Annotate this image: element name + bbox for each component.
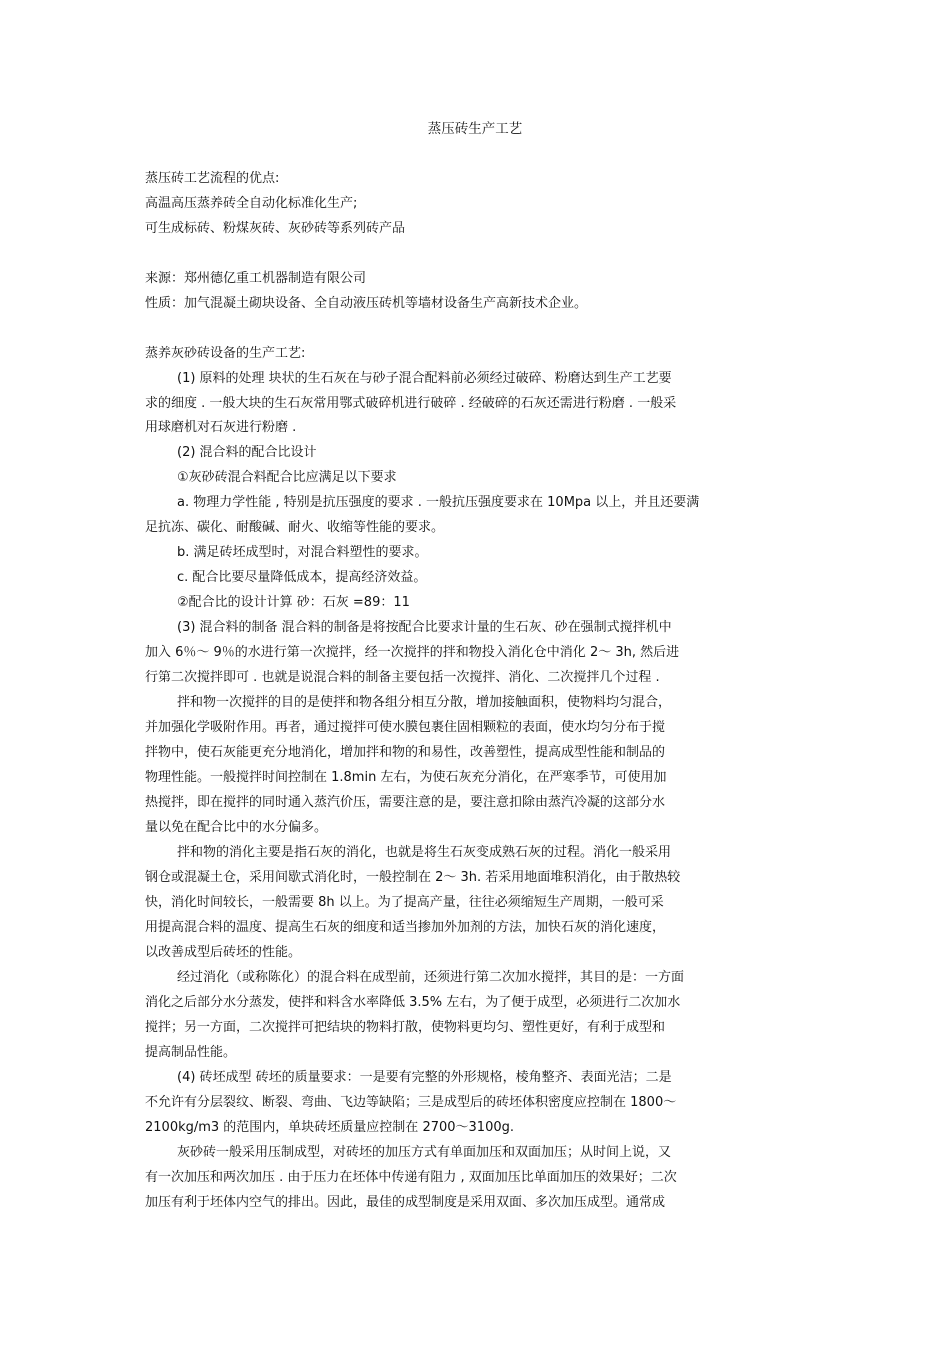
text-line: 拌和物的消化主要是指石灰的消化，也就是将生石灰变成熟石灰的过程。消化一般采用: [177, 845, 672, 860]
text-line: 快，消化时间较长，一般需要 8h 以上。为了提高产量，往往必须缩短生产周期，一般可采: [145, 895, 664, 910]
text-line: 灰砂砖一般采用压制成型，对砖坯的加压方式有单面加压和双面加压；从时间上说，又: [177, 1145, 672, 1160]
text-line: 求的细度 . 一般大块的生石灰常用鄂式破碎机进行破碎 . 经破碎的石灰还需进行粉磨 . 一般采: [145, 396, 677, 411]
text-line: 行第二次搅拌即可 . 也就是说混合料的制备主要包括一次搅拌、消化、二次搅拌几个过程 .: [145, 670, 660, 685]
text-line: 2100kg/m3 的范围内，单块砖坯质量应控制在 2700～3100g.: [145, 1120, 514, 1135]
text-line: 蒸压砖工艺流程的优点:: [145, 171, 280, 186]
text-line: (4) 砖坯成型 砖坯的质量要求：一是要有完整的外形规格，棱角整齐、表面光洁；二是: [177, 1070, 672, 1085]
text-line: 提高制品性能。: [145, 1045, 237, 1060]
text-line: 有一次加压和两次加压 . 由于压力在坯体中传递有阻力 , 双面加压比单面加压的效果好；二次: [145, 1170, 677, 1185]
text-line: 拌和物一次搅拌的目的是使拌和物各组分相互分散，增加接触面积，使物料均匀混合，: [177, 695, 672, 710]
text-line: 经过消化（或称陈化）的混合料在成型前，还须进行第二次加水搅拌，其目的是：一方面: [177, 970, 685, 985]
text-line: (3) 混合料的制备 混合料的制备是将按配合比要求计量的生石灰、砂在强制式搅拌机中: [177, 620, 672, 635]
text-line: 钢仓或混凝土仓，采用间歇式消化时，一般控制在 2～ 3h. 若采用地面堆积消化，由于散热较: [145, 870, 681, 885]
text-line: 搅拌；另一方面，二次搅拌可把结块的物料打散，使物料更均匀、塑性更好，有利于成型和: [145, 1020, 666, 1035]
section-heading: 蒸养灰砂砖设备的生产工艺:: [145, 346, 306, 361]
text-line: 加入 6％～ 9％的水进行第一次搅拌，经一次搅拌的拌和物投入消化仓中消化 2～ 3h, 然后进: [145, 645, 680, 660]
text-line: 并加强化学吸附作用。再者，通过搅拌可使水膜包裹住固相颗粒的表面，使水均匀分布于搅: [145, 720, 666, 735]
text-line: b. 满足砖坯成型时，对混合料塑性的要求。: [177, 545, 428, 560]
text-line: 足抗冻、碳化、耐酸碱、耐火、收缩等性能的要求。: [145, 520, 445, 535]
text-line: 用提高混合料的温度、提高生石灰的细度和适当掺加外加剂的方法，加快石灰的消化速度，: [145, 920, 666, 935]
text-line: ②配合比的设计计算 砂：石灰 =89：11: [177, 595, 410, 610]
text-line: 用球磨机对石灰进行粉磨 .: [145, 420, 297, 435]
text-line: 加压有利于坯体内空气的排出。因此，最佳的成型制度是采用双面、多次加压成型。通常成: [145, 1195, 666, 1210]
page-title: 蒸压砖生产工艺: [427, 121, 523, 137]
source-line: 来源：郑州德亿重工机器制造有限公司: [145, 271, 367, 286]
text-line: (2) 混合料的配合比设计: [177, 445, 317, 460]
text-line: 以改善成型后砖坯的性能。: [145, 945, 302, 960]
text-line: c. 配合比要尽量降低成本，提高经济效益。: [177, 570, 427, 585]
text-line: 量以免在配合比中的水分偏多。: [145, 820, 328, 835]
text-line: 物理性能。一般搅拌时间控制在 1.8min 左右，为使石灰充分消化，在严寒季节，可使用加: [145, 770, 667, 785]
text-line: 高温高压蒸养砖全自动化标准化生产;: [145, 196, 358, 211]
text-line: 热搅拌，即在搅拌的同时通入蒸汽价压，需要注意的是，要注意扣除由蒸汽冷凝的这部分水: [145, 795, 666, 810]
text-line: 不允许有分层裂纹、断裂、弯曲、飞边等缺陷；三是成型后的砖坯体积密度应控制在 1800～: [145, 1095, 677, 1110]
text-line: a. 物理力学性能 , 特别是抗压强度的要求 . 一般抗压强度要求在 10Mpa 以上，并且还要满: [177, 495, 700, 510]
text-line: ①灰砂砖混合料配合比应满足以下要求: [177, 470, 397, 485]
text-line: 可生成标砖、粉煤灰砖、灰砂砖等系列砖产品: [145, 221, 406, 236]
nature-line: 性质：加气混凝土砌块设备、全自动液压砖机等墙材设备生产高新技术企业。: [145, 296, 588, 311]
text-line: 消化之后部分水分蒸发，使拌和料含水率降低 3.5% 左右，为了便于成型，必须进行二次加水: [145, 995, 681, 1010]
text-line: 拌物中，使石灰能更充分地消化，增加拌和物的和易性，改善塑性，提高成型性能和制品的: [145, 745, 666, 760]
text-line: (1) 原料的处理 块状的生石灰在与砂子混合配料前必须经过破碎、粉磨达到生产工艺要: [177, 371, 672, 386]
